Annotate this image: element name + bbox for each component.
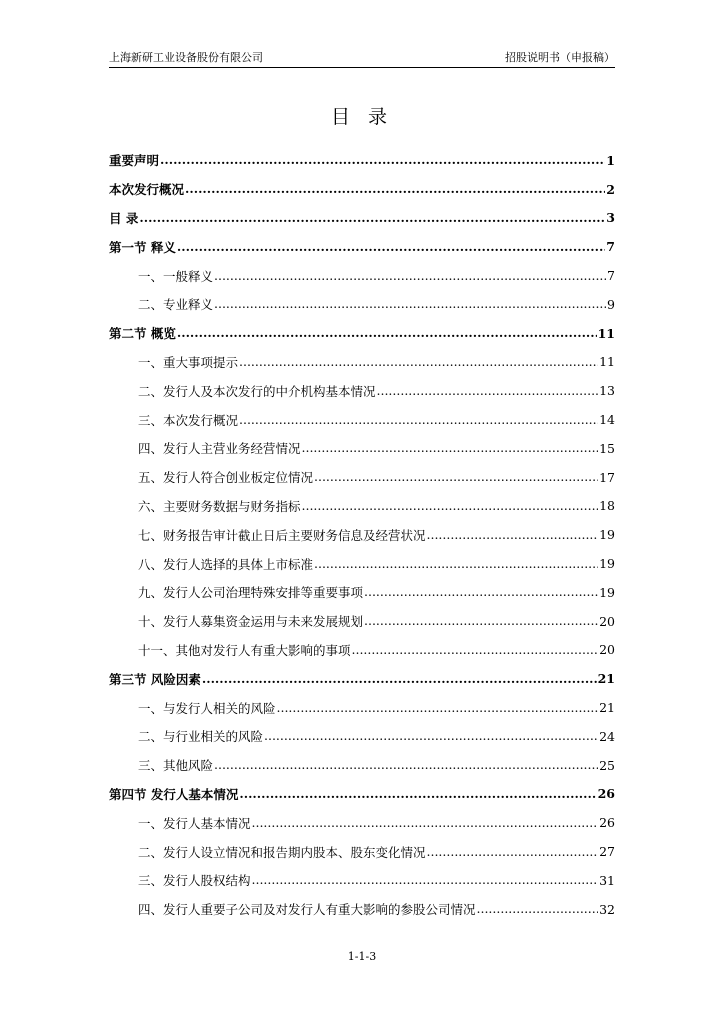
toc-dot-leader	[160, 153, 605, 167]
toc-entry-page: 25	[599, 757, 615, 773]
header-rule	[109, 67, 615, 68]
toc-entry-label: 三、本次发行概况	[138, 412, 239, 428]
toc-entry-page: 13	[599, 383, 615, 399]
toc-entry-page: 3	[606, 210, 615, 226]
toc-dot-leader	[252, 873, 599, 887]
toc-entry-label: 十、发行人募集资金运用与未来发展规划	[138, 614, 364, 630]
toc-entry[interactable]	[109, 463, 615, 492]
toc-entry-page: 7	[606, 239, 615, 255]
toc-entry[interactable]	[109, 175, 615, 204]
page-title: 目 录	[330, 106, 394, 128]
toc-entry-page: 1	[606, 152, 615, 168]
toc-entry-label: 一、与发行人相关的风险	[138, 700, 276, 716]
toc-entry-page: 19	[599, 527, 615, 543]
toc-entry-label: 七、财务报告审计截止日后主要财务信息及经营状况	[138, 527, 426, 543]
toc-dot-leader	[214, 269, 606, 283]
toc-entry-page: 20	[599, 613, 615, 629]
table-of-contents	[109, 146, 615, 924]
toc-entry[interactable]	[109, 693, 615, 722]
toc-entry-label: 重要声明	[109, 153, 160, 169]
toc-dot-leader	[277, 701, 599, 715]
toc-dot-leader	[214, 297, 606, 311]
toc-dot-leader	[185, 182, 605, 196]
toc-entry[interactable]	[109, 636, 615, 665]
toc-entry-page: 11	[599, 354, 615, 370]
toc-entry[interactable]	[109, 866, 615, 895]
toc-entry[interactable]	[109, 204, 615, 233]
toc-entry[interactable]	[109, 780, 615, 809]
toc-entry-page: 26	[597, 786, 615, 802]
toc-dot-leader	[477, 902, 599, 916]
toc-entry[interactable]	[109, 376, 615, 405]
toc-entry-label: 第四节 发行人基本情况	[109, 786, 239, 802]
toc-entry[interactable]	[109, 837, 615, 866]
toc-dot-leader	[239, 355, 598, 369]
toc-entry-label: 四、发行人重要子公司及对发行人有重大影响的参股公司情况	[138, 902, 476, 918]
toc-entry-label: 二、发行人设立情况和报告期内股本、股东变化情况	[138, 844, 426, 860]
toc-entry-page: 11	[597, 325, 615, 341]
toc-entry-label: 二、专业释义	[138, 297, 214, 313]
toc-entry[interactable]	[109, 405, 615, 434]
toc-dot-leader	[252, 816, 599, 830]
toc-dot-leader	[364, 614, 598, 628]
toc-entry-label: 一、发行人基本情况	[138, 815, 251, 831]
toc-entry-label: 二、发行人及本次发行的中介机构基本情况	[138, 383, 376, 399]
toc-entry[interactable]	[109, 232, 615, 261]
toc-dot-leader	[314, 470, 598, 484]
toc-entry-label: 十一、其他对发行人有重大影响的事项	[138, 642, 351, 658]
toc-dot-leader	[314, 557, 598, 571]
toc-entry[interactable]	[109, 895, 615, 924]
toc-entry-label: 五、发行人符合创业板定位情况	[138, 470, 314, 486]
toc-entry-page: 2	[606, 181, 615, 197]
toc-entry-label: 九、发行人公司治理特殊安排等重要事项	[138, 585, 364, 601]
toc-entry[interactable]	[109, 434, 615, 463]
toc-entry-page: 27	[599, 844, 615, 860]
toc-entry-page: 19	[599, 556, 615, 572]
toc-entry[interactable]	[109, 808, 615, 837]
toc-entry[interactable]	[109, 348, 615, 377]
toc-entry[interactable]	[109, 290, 615, 319]
toc-entry-page: 15	[599, 440, 615, 456]
toc-entry-label: 一、重大事项提示	[138, 354, 239, 370]
toc-entry-label: 六、主要财务数据与财务指标	[138, 498, 301, 514]
toc-dot-leader	[139, 211, 605, 225]
toc-entry[interactable]	[109, 549, 615, 578]
toc-entry-page: 32	[599, 901, 615, 917]
toc-dot-leader	[302, 441, 599, 455]
toc-entry-page: 31	[599, 872, 615, 888]
toc-entry[interactable]	[109, 492, 615, 521]
toc-entry-page: 18	[599, 498, 615, 514]
toc-entry-label: 八、发行人选择的具体上市标准	[138, 556, 314, 572]
toc-dot-leader	[264, 729, 598, 743]
toc-entry-label: 第一节 释义	[109, 239, 176, 255]
toc-entry-label: 二、与行业相关的风险	[138, 729, 264, 745]
toc-entry[interactable]	[109, 319, 615, 348]
toc-entry[interactable]	[109, 607, 615, 636]
toc-entry-label: 第二节 概览	[109, 326, 176, 342]
toc-entry-label: 三、发行人股权结构	[138, 873, 251, 889]
toc-entry-label: 本次发行概况	[109, 182, 185, 198]
header-doc-title: 招股说明书（申报稿）	[505, 51, 615, 64]
toc-entry-page: 19	[599, 584, 615, 600]
toc-dot-leader	[239, 413, 598, 427]
toc-entry-label: 三、其他风险	[138, 758, 214, 774]
toc-entry-label: 一、一般释义	[138, 268, 214, 284]
toc-entry[interactable]	[109, 261, 615, 290]
toc-entry-label: 目 录	[109, 210, 139, 226]
toc-dot-leader	[202, 672, 597, 686]
header-company: 上海新研工业设备股份有限公司	[109, 51, 263, 64]
toc-dot-leader	[177, 240, 605, 254]
toc-entry[interactable]	[109, 722, 615, 751]
toc-entry[interactable]	[109, 578, 615, 607]
toc-entry-page: 21	[599, 700, 615, 716]
toc-dot-leader	[377, 384, 599, 398]
toc-entry-label: 四、发行人主营业务经营情况	[138, 441, 301, 457]
toc-entry-page: 20	[599, 642, 615, 658]
page-number: 1-1-3	[347, 950, 377, 963]
toc-dot-leader	[427, 845, 599, 859]
toc-entry-page: 14	[599, 412, 615, 428]
toc-entry[interactable]	[109, 520, 615, 549]
toc-dot-leader	[427, 528, 599, 542]
toc-dot-leader	[214, 758, 598, 772]
toc-dot-leader	[364, 585, 598, 599]
toc-dot-leader	[352, 643, 599, 657]
toc-entry-page: 17	[599, 469, 615, 485]
toc-dot-leader	[302, 499, 599, 513]
toc-dot-leader	[177, 326, 597, 340]
page-header	[109, 50, 615, 66]
toc-entry-page: 26	[599, 815, 615, 831]
toc-entry[interactable]	[109, 751, 615, 780]
toc-entry-label: 第三节 风险因素	[109, 671, 201, 687]
toc-entry-page: 21	[597, 671, 615, 687]
toc-entry-page: 7	[607, 268, 615, 284]
toc-entry[interactable]	[109, 664, 615, 693]
toc-entry-page: 9	[607, 296, 615, 312]
toc-entry[interactable]	[109, 146, 615, 175]
toc-dot-leader	[239, 787, 596, 801]
toc-entry-page: 24	[599, 728, 615, 744]
